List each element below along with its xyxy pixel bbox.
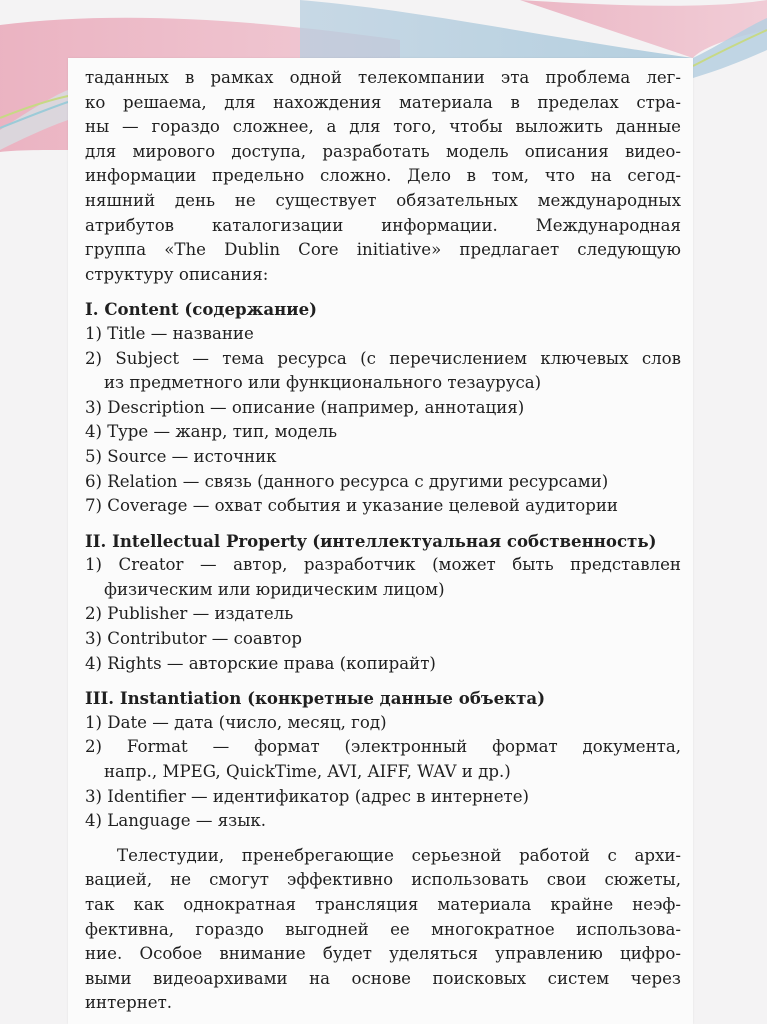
intro-line: ко решаема, для нахождения материала в пределах стра- (85, 92, 681, 112)
closing-line: интернет. (85, 993, 173, 1013)
intro-line: таданных в рамках одной телекомпании эта проблема лег- (85, 68, 681, 87)
list-item: 1) Creator — автор, разработчик (может быть представлен (85, 555, 681, 575)
list-item: 7) Coverage — охват события и указание целевой аудитории (85, 496, 618, 516)
spacer (85, 519, 681, 529)
spacer (85, 676, 681, 686)
section-heading-instantiation: III. Instantiation (конкретные данные объекта) (85, 688, 546, 709)
spacer (85, 834, 681, 844)
intro-line: информации предельно сложно. Дело в том, что на сегод- (85, 166, 681, 186)
list-item: 3) Identifier — идентификатор (адрес в интернете) (85, 786, 530, 806)
list-item: 4) Type — жанр, тип, модель (85, 422, 338, 442)
spacer (85, 287, 681, 297)
closing-line: ние. Особое внимание будет уделяться управлению цифро- (85, 944, 681, 964)
intro-line: няшний день не существует обязательных международных (85, 190, 681, 210)
list-item: 2) Format — формат (электронный формат документа, (85, 737, 681, 757)
list-item: 2) Publisher — издатель (85, 604, 294, 624)
intro-line: ны — гораздо сложнее, а для того, чтобы выложить данные (85, 117, 681, 137)
closing-line: вацией, не смогут эффективно использовать свои сюжеты, (85, 870, 681, 890)
list-item-continuation: напр., MPEG, QuickTime, AVI, AIFF, WAV и др.) (104, 762, 511, 782)
list-item: 3) Contributor — соавтор (85, 629, 302, 649)
document-page (68, 58, 693, 1024)
section-heading-intellectual-property: II. Intellectual Property (интеллектуальная собственность) (85, 530, 657, 551)
list-item-continuation: из предметного или функционального тезауруса) (104, 373, 542, 393)
intro-line: для мирового доступа, разработать модель описания видео- (85, 141, 681, 161)
list-item: 1) Date — дата (число, месяц, год) (85, 712, 387, 732)
list-item: 1) Title — название (85, 323, 254, 343)
list-item: 5) Source — источник (85, 446, 277, 466)
intro-line: структуру описания: (85, 264, 269, 284)
closing-line: Телестудии, пренебрегающие серьезной работой с архи- (117, 845, 681, 865)
list-item: 4) Rights — авторские права (копирайт) (85, 653, 436, 673)
intro-line: группа «The Dublin Core initiative» предлагает следующую (85, 240, 681, 260)
closing-line: выми видеоархивами на основе поисковых систем через (85, 968, 681, 988)
list-item: 2) Subject — тема ресурса (с перечислением ключевых слов (85, 348, 681, 368)
list-item: 3) Description — описание (например, аннотация) (85, 397, 525, 417)
document-text (85, 66, 681, 1016)
closing-line: фективна, гораздо выгодней ее многократное использова- (85, 919, 681, 939)
list-item: 4) Language — язык. (85, 811, 267, 831)
closing-line: так как однократная трансляция материала крайне неэф- (85, 895, 681, 914)
section-heading-content: I. Content (содержание) (85, 299, 317, 320)
list-item-continuation: физическим или юридическим лицом) (104, 579, 445, 599)
list-item: 6) Relation — связь (данного ресурса с другими ресурсами) (85, 471, 609, 491)
intro-line: атрибутов каталогизации информации. Международная (85, 215, 681, 235)
